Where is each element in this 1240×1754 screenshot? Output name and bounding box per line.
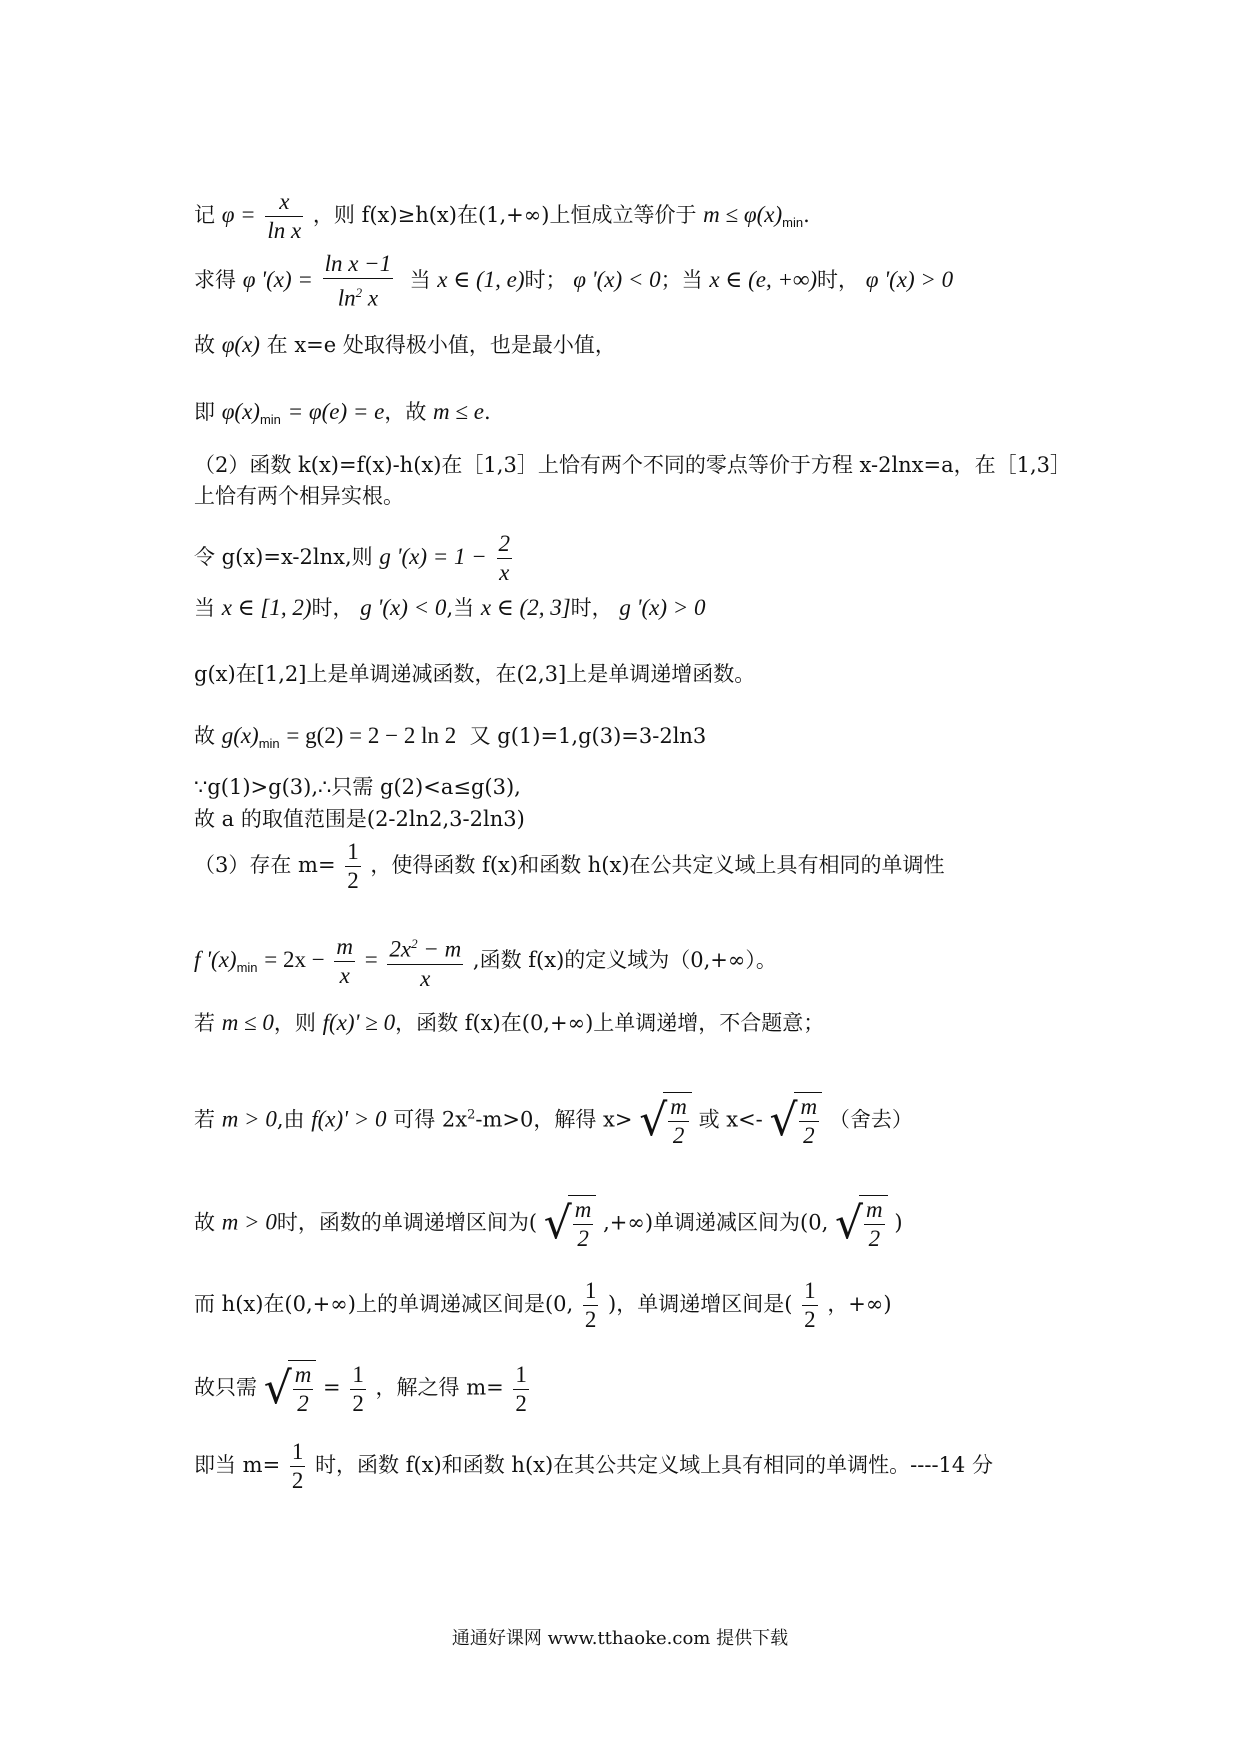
math-expr: f '(x) [194,946,237,972]
text: ,由 [276,1107,305,1132]
line-f-intervals [194,1195,903,1253]
denominator: 2 [803,1123,815,1148]
text: ；当 [660,267,703,292]
text: 时， [817,267,860,292]
math-expr: = [364,946,378,972]
fraction [323,250,394,313]
text: （3）存在 m= [194,853,336,877]
fraction [799,1093,820,1150]
text: 在 x=e 处取得极小值，也是最小值， [266,333,616,357]
math-expr: g '(x) < 0 [360,595,447,620]
numerator: 1 [350,1361,366,1390]
denominator: 2 [672,1123,685,1148]
line-phi-min-value [194,398,491,434]
fraction [513,1361,529,1418]
subscript: min [259,412,281,428]
text: ,+∞)单调递减区间为(0, [603,1210,829,1235]
text: ，解之得 m= [375,1375,504,1400]
math-expr: m > 0 [221,1209,277,1235]
text: 即 [194,400,215,424]
page-footer: 通通好课网 www.tthaoke.com 提供下载 [451,1628,789,1649]
numerator: 1 [583,1277,599,1306]
numerator: m [668,1093,689,1122]
subscript: min [236,960,258,976]
superscript: 2 [355,285,363,300]
numerator: m [573,1196,594,1225]
numerator: m [864,1196,885,1225]
text: . [803,203,810,227]
line-solve-m [194,1360,532,1418]
line-a-range: 故 a 的取值范围是(2-2ln2,3-2ln3) [194,807,525,831]
subscript: min [782,215,804,231]
sqrt: √ $\frac{m}{2}$ [769,1092,822,1150]
text: 时， [311,596,354,620]
line-h-intervals [194,1277,892,1334]
numerator: 1 [802,1277,818,1306]
math-expr: φ(x) [221,332,260,357]
text: ,函数 f(x)的定义域为（0,+∞）。 [472,947,777,972]
fraction [864,1196,885,1253]
text: . [484,400,491,424]
var: x [367,285,379,311]
denominator: x [420,965,431,991]
line-phi-minimum [194,331,616,359]
math-expr: g '(x) = 1 − [379,544,487,569]
line-part2-statement-cont: 上恰有两个相异实根。 [194,484,404,508]
fraction [334,933,355,990]
numerator: x [265,188,303,217]
text: ，故 [384,400,427,424]
text: 故 [194,724,215,748]
text: 时； [524,267,567,292]
math-expr: φ = [221,202,256,227]
fraction [293,1361,314,1418]
math-expr: f(x)' ≥ 0 [322,1010,396,1035]
line-part3-statement [194,838,945,895]
math-expr: x ∈ (1, e) [437,266,525,292]
text: ，使得函数 f(x)和函数 h(x)在公共定义域上具有相同的单调性 [370,853,945,877]
math-expr: = g(2) = 2 − 2 ln 2 [286,723,457,748]
text: 求得 [194,267,236,292]
text: 当 [194,596,215,620]
line-conclusion [194,1438,993,1495]
text: 若 [194,1011,215,1035]
line-case-m-positive [194,1092,913,1150]
denominator: 2 [297,1391,309,1416]
sqrt: √ $\frac{m}{2}$ [544,1195,597,1253]
math-expr: x ∈ (2, 3] [480,595,571,620]
text: 或 x<- [698,1107,763,1132]
text: ，+∞) [827,1292,892,1316]
sqrt: √ $\frac{m}{2}$ [835,1195,888,1253]
text: ，函数 f(x)在(0,+∞)上单调递增，不合题意； [395,1011,825,1035]
term: 2x [389,936,412,962]
fraction [668,1093,689,1150]
text: （舍去） [828,1107,913,1132]
line-g-min [194,722,706,758]
math-expr: m ≤ e [433,399,484,424]
numerator: 1 [290,1438,306,1467]
subscript: min [258,736,280,752]
numerator: 1 [513,1361,529,1390]
sqrt: √ $\frac{m}{2}$ [264,1360,317,1418]
text: 又 g(1)=1,g(3)=3-2ln3 [469,724,707,748]
sqrt: √ $\frac{m}{2}$ [639,1092,692,1150]
math-expr: m > 0 [221,1106,277,1132]
numerator: m [799,1093,820,1122]
text: ，则 [273,1011,316,1035]
superscript: 2 [467,1107,476,1123]
text: 故 [194,333,215,357]
math-expr: φ '(x) > 0 [865,266,954,292]
text: -m>0，解得 x> [475,1107,633,1132]
superscript: 2 [411,936,418,951]
ln: ln [337,285,356,311]
line-part2-statement: （2）函数 k(x)=f(x)-h(x)在［1,3］上恰有两个不同的零点等价于方程 x-2lnx=a，在［1,3］ [194,453,1072,477]
denominator: 2 [577,1226,589,1251]
line-phi-derivative [194,250,953,313]
math-expr: x ∈ [1, 2) [221,595,312,620]
line-f-derivative [194,930,777,993]
numerator: ln x −1 [323,250,394,279]
numerator: m [334,933,355,962]
text: 故 [194,1210,215,1235]
denominator: 2 [584,1307,597,1332]
math-expr: φ(x) [221,399,260,424]
denominator: 2 [804,1307,816,1332]
denominator: 2 [352,1390,364,1416]
fraction [583,1277,599,1334]
line-case-m-nonpositive [194,1009,824,1037]
text: 令 g(x)=x-2lnx,则 [194,545,373,569]
numerator [387,930,463,965]
text: ,当 [446,596,475,620]
denominator: ln x [267,218,302,243]
line-condition: ∵g(1)>g(3),∴只需 g(2)<a≤g(3), [194,775,521,799]
fraction [497,530,513,587]
text: 故只需 [194,1375,257,1400]
term: − m [423,936,462,962]
math-expr: = φ(e) = e [287,399,385,424]
math-expr: g '(x) > 0 [619,595,706,620]
math-expr: m ≤ 0 [221,1010,274,1035]
text: 时，函数 f(x)和函数 h(x)在其公共定义域上具有相同的单调性。----14 分 [315,1453,993,1477]
numerator: 2 [497,530,513,559]
denominator: 2 [515,1390,527,1416]
text: 当 [409,267,431,292]
math-expr: m ≤ φ(x) [703,202,783,227]
line-g-monotonic: g(x)在[1,2]上是单调递减函数，在(2,3]上是单调递增函数。 [194,662,756,686]
fraction [802,1277,818,1334]
text: ，则 f(x)≥h(x)在(1,+∞)上恒成立等价于 [312,203,697,227]
text: 即当 m= [194,1453,281,1477]
fraction [387,930,463,993]
math-expr: f(x)' > 0 [311,1106,387,1132]
text: 可得 2x [393,1107,468,1132]
text: ) [894,1210,903,1235]
fraction [265,188,303,245]
fraction [345,838,361,895]
line-phi-definition [194,188,810,245]
math-expr: x ∈ (e, +∞) [709,266,818,292]
text: 时，函数的单调递增区间为( [276,1210,538,1235]
denominator: x [499,560,510,585]
math-expr: g(x) [221,723,259,748]
denominator [323,279,394,313]
math-expr: φ '(x) < 0 [573,266,661,292]
denominator: 2 [347,868,359,893]
math-expr: = 2x − [264,946,325,972]
denominator: 2 [868,1226,881,1251]
line-g-definition [194,530,515,587]
fraction [573,1196,594,1253]
fraction [290,1438,306,1495]
text: 时， [570,596,613,620]
text: = [323,1375,341,1400]
text: )，单调递增区间是( [608,1292,793,1316]
numerator: m [293,1361,314,1390]
text: 而 h(x)在(0,+∞)上的单调递减区间是(0, [194,1292,574,1316]
fraction [350,1361,366,1418]
text: 记 [194,203,215,227]
numerator: 1 [345,838,361,867]
line-g-sign [194,594,706,622]
text: 若 [194,1107,215,1132]
denominator: 2 [291,1468,304,1493]
denominator: x [339,962,350,988]
math-expr: φ '(x) = [242,266,313,292]
